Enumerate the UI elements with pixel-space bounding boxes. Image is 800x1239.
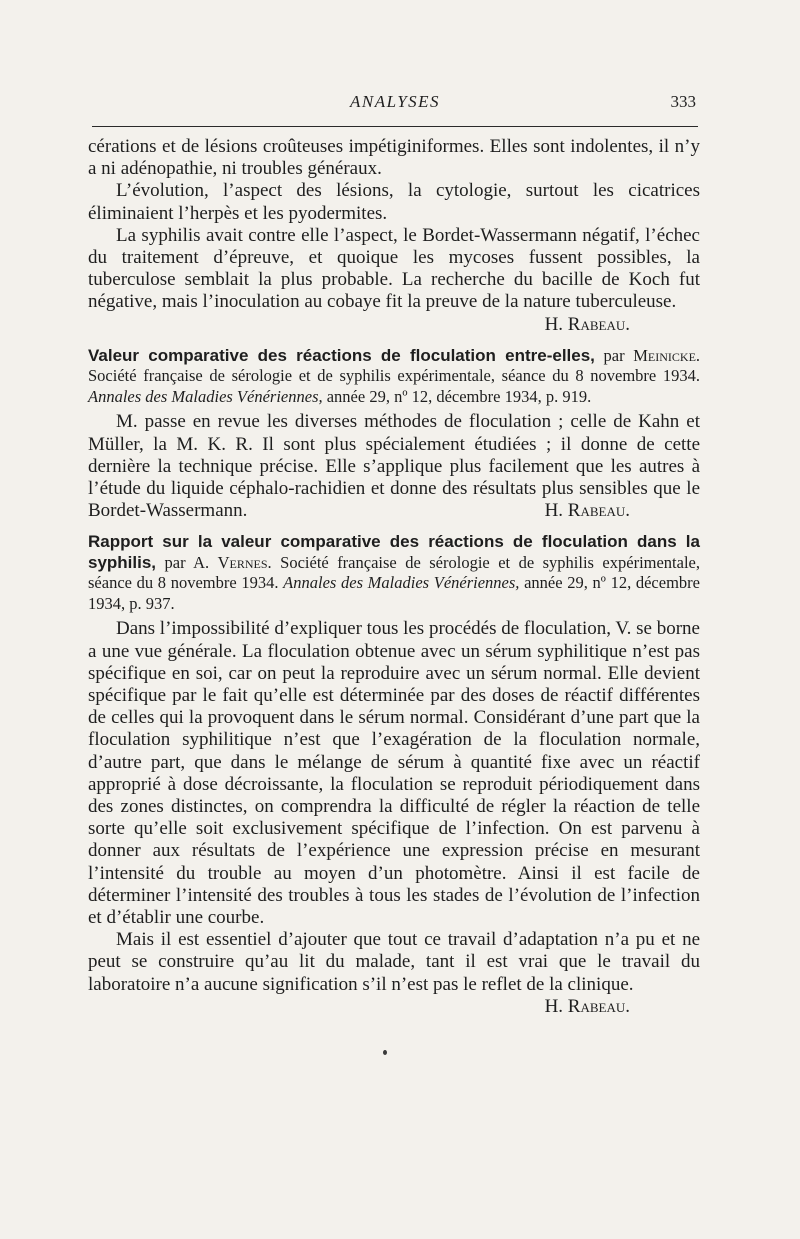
running-head	[92, 92, 698, 118]
journal-name: Annales des Maladies Vénériennes,	[88, 386, 323, 406]
paragraph: cérations et de lésions croûteuses impétiginiformes. Elles sont indolentes, il n’y a ni adénopathie, ni troubles généraux.	[88, 136, 700, 180]
reference: Société française de sérologie et de syphilis expérimentale, séance du 8 novembre 1934.	[88, 552, 700, 593]
reference-details: année 29, nº 12, décembre 1934, p. 919.	[326, 386, 592, 406]
article-author: Meinicke.	[633, 345, 701, 365]
paragraph: Dans l’impossibilité d’expliquer tous les procédés de floculation, V. se borne a une vue générale. La floculation obtenue avec un sérum syphilitique n’est pas spécifique en soi, car on peut la reproduire avec un sérum normal. Elle devient spécifique par le fait qu’elle est déterminée par des doses de réactif différentes de celles qui la provoquent dans le sérum normal. Considérant d’une part que la floculation syphilitique n’est que l’exagération de la floculation normale, d’autre part, que dans le mélange de sérum à quantité fixe avec un réactif approprié à dose décroissante, la floculation se reproduit périodiquement dans des zones distinctes, on comprendra la difficulté de régler la réaction de telle sorte qu’elle soit exclusivement spécifique de l’infection. On est parvenu à donner aux résultats de l’expérience une expression précise en mesurant l’intensité du trouble au moyen d’un photomètre. Ainsi il est facile de déterminer l’intensité des troubles à tous les stades de l’évolution de l’infection et d’établir une courbe.	[88, 618, 700, 928]
article-author: Vernes.	[217, 552, 272, 572]
article-title: Valeur comparative des réactions de floculation entre-elles,	[88, 345, 595, 365]
article-heading	[88, 346, 700, 408]
paragraph	[88, 225, 700, 336]
running-title: ANALYSES	[349, 92, 441, 111]
paragraph	[88, 411, 700, 522]
paragraph-text: M. passe en revue les diverses méthodes de floculation ; celle de Kahn et Müller, la M. K. R. Il sont plus spécialement étudiées ; il donne de cette dernière la technique précise. Elle s’applique plus facilement que les autres à l’étude du liquide céphalo-rachidien et donne des résultats plus sensibles que le Bordet-Wassermann.	[88, 411, 700, 522]
page-number: 333	[670, 92, 696, 111]
paragraph: L’évolution, l’aspect des lésions, la cytologie, surtout les cicatrices éliminaient l’herpès et les pyodermites.	[88, 180, 700, 224]
author-by: par	[603, 345, 625, 365]
signature: H. Rabeau.	[544, 313, 630, 335]
ornament-dot	[383, 1050, 387, 1055]
journal-name: Annales des Maladies Vénériennes,	[283, 573, 520, 593]
reference: Société française de sérologie et de syphilis expérimentale, séance du 8 novembre 1934.	[88, 366, 700, 386]
page-body	[88, 136, 700, 1018]
author-by: par A.	[164, 552, 210, 572]
paragraph	[88, 929, 700, 1018]
article-heading	[88, 532, 700, 614]
paragraph-text: La syphilis avait contre elle l’aspect, le Bordet-Wassermann négatif, l’échec du traitement d’épreuve, et quoique les mycoses fussent possibles, la tuberculose semblait la plus probable. La recherche du bacille de Koch fut négative, mais l’inoculation au cobaye fit la preuve de la nature tuberculeuse.	[88, 224, 700, 313]
signature: H. Rabeau.	[544, 500, 630, 522]
reference-details: année 29, nº 12, décembre 1934, p. 937.	[88, 573, 700, 613]
article-title: Rapport sur la valeur comparative des réactions de floculation dans la syphilis,	[88, 532, 700, 572]
paragraph-text: Mais il est essentiel d’ajouter que tout ce travail d’adaptation n’a pu et ne peut se construire qu’au lit du malade, tant il est vrai que le travail du laboratoire n’a aucune signification s’il n’est pas le reflet de la clinique.	[88, 929, 700, 995]
signature: H. Rabeau.	[544, 995, 630, 1017]
header-rule	[92, 126, 698, 127]
